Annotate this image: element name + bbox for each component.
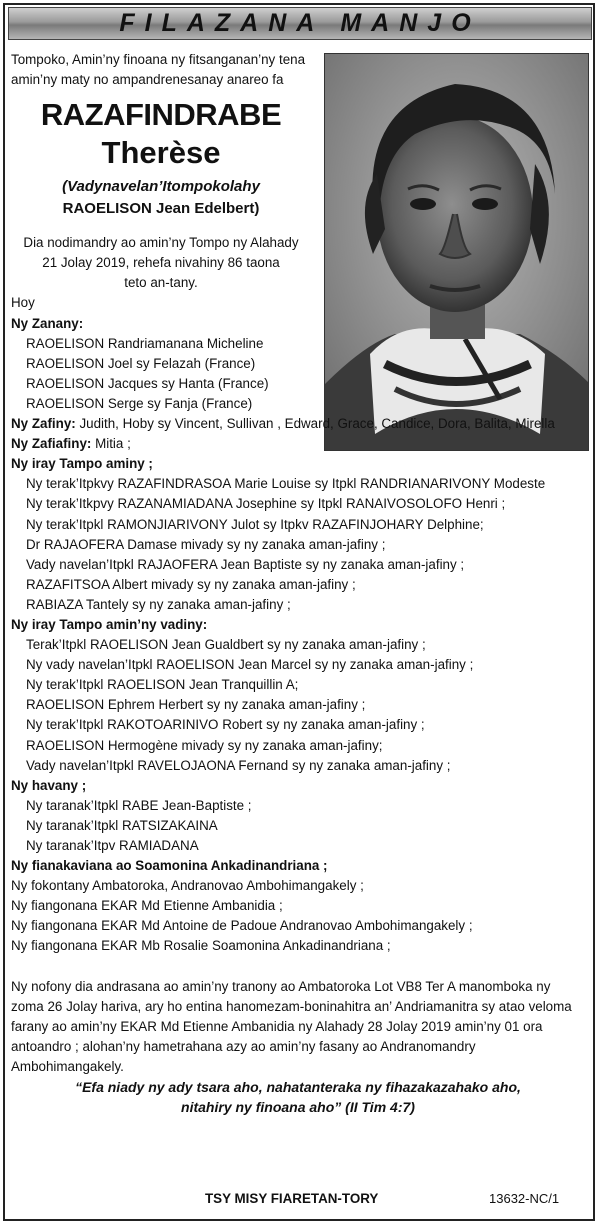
list-item: Dr RAJAOFERA Damase mivady sy ny zanaka aman-jafiny ; <box>26 536 386 552</box>
list-item: Ny taranak’Itpkl RATSIZAKAINA <box>26 817 218 833</box>
death-line: Dia nodimandry ao amin’ny Tompo ny Alahady <box>23 235 299 251</box>
list-item: Vady navelan’Itpkl RAVELOJAONA Fernand sy ny zanaka aman-jafiny ; <box>26 757 451 773</box>
children-heading: Ny Zanany: <box>11 315 84 331</box>
verse-line: nitahiry ny finoana aho” (II Tim 4:7) <box>181 1099 415 1116</box>
great-grandchildren-heading: Ny Zafiafiny: <box>11 436 92 452</box>
intro-text <box>11 50 316 90</box>
list-item: RABIAZA Tantely sy ny zanaka aman-jafiny ; <box>26 596 291 612</box>
list-item: Ny taranak’Itpv RAMIADANA <box>26 838 199 853</box>
list-item: Ny fiangonana EKAR Mb Rosalie Soamonina Ankadinandriana ; <box>11 938 391 954</box>
relatives-heading: Ny havany ; <box>11 777 87 793</box>
funeral-text: Ny nofony dia andrasana ao amin’ny tranony ao Ambatoroka Lot VB8 Ter A manomboka ny zoma 26 Jolay hariva, ary ho entina hanomezam-boninahitra an’ Andriamanitra sy atao veloma farany ao amin’ny EKAR Md Etienne Ambanidia ny Alahady 28 Jolay 2019 amin’ny 01 ora antoandro ; alohan’ny hametrahana azy ao amin’ny fasany ao Andranomandry Ambohimangakely. <box>11 978 572 1074</box>
list-item: Ny terak’Itpkl RAOELISON Jean Tranquillin A; <box>26 677 299 693</box>
community-heading: Ny fianakaviana ao Soamonina Ankadinandriana ; <box>11 858 328 874</box>
banner-title: FILAZANA MANJO <box>119 9 481 37</box>
list-item: RAOELISON Serge sy Fanja (France) <box>26 395 253 411</box>
grandchildren-names: Judith, Hoby sy Vincent, Sullivan , Edward, Grace, Candice, Dora, Balita, Mirella <box>75 416 555 432</box>
grandchildren-line <box>11 414 591 434</box>
list-item: RAOELISON Jacques sy Hanta (France) <box>26 375 269 391</box>
list-item: Ny vady navelan’Itpkl RAOELISON Jean Marcel sy ny zanaka aman-jafiny ; <box>26 657 474 673</box>
list-item: RAOELISON Randriamanana Micheline <box>26 335 264 351</box>
deceased-given-name: Therèse <box>101 135 221 171</box>
list-item: Ny taranak’Itpkl RABE Jean-Baptiste ; <box>26 797 252 813</box>
list-item: RAZAFITSOA Albert mivady sy ny zanaka aman-jafiny ; <box>26 576 356 592</box>
list-item: RAOELISON Hermogène mivady sy ny zanaka aman-jafiny; <box>26 737 383 753</box>
list-item: Terak’Itpkl RAOELISON Jean Gualdbert sy ny zanaka aman-jafiny ; <box>26 637 426 653</box>
list-item: Ny terak’Itpkl RAMONJIARIVONY Julot sy Itpkv RAZAFINJOHARY Delphine; <box>26 516 484 532</box>
list-item: Ny terak’Itpkvy RAZAFINDRASOA Marie Louise sy Itpkl RANDRIANARIVONY Modeste <box>26 476 546 492</box>
grandchildren-heading: Ny Zafiny: <box>11 416 76 432</box>
list-item: Ny fiangonana EKAR Md Antoine de Padoue Andranovao Ambohimangakely ; <box>11 918 473 934</box>
hoy-label: Hoy <box>11 295 35 311</box>
verse-line: “Efa niady ny ady tsara aho, nahatanteraka ny fihazakazahako aho, <box>75 1079 521 1096</box>
death-line: 21 Jolay 2019, rehefa nivahiny 86 taona <box>42 255 280 271</box>
funeral-paragraph <box>11 977 591 1077</box>
no-wake-note: TSY MISY FIARETAN-TORY <box>205 1191 379 1206</box>
notice-footer <box>0 1191 600 1211</box>
notice-body <box>11 50 591 1117</box>
list-item: RAOELISON Ephrem Herbert sy ny zanaka aman-jafiny ; <box>26 697 366 713</box>
list-item: Ny terak’Itkpvy RAZANAMIADANA Josephine sy Itpkl RANAIVOSOLOFO Henri ; <box>26 496 506 512</box>
list-item: Ny fiangonana EKAR Md Etienne Ambanidia ; <box>11 898 283 914</box>
siblings-heading: Ny iray Tampo aminy ; <box>11 456 153 472</box>
spouse-line-1: (Vadynavelan’Itompokolahy <box>62 178 260 196</box>
intro-line: amin’ny maty no ampandrenesanay anareo fa <box>11 72 284 88</box>
great-grandchildren-line <box>11 434 591 454</box>
death-notice <box>11 233 311 293</box>
great-grandchildren-names: Mitia ; <box>91 436 131 452</box>
list-item: Ny fokontany Ambatoroka, Andranovao Ambohimangakely ; <box>11 878 364 894</box>
reference-number: 13632-NC/1 <box>489 1191 560 1206</box>
bible-verse <box>11 1077 585 1117</box>
list-item: RAOELISON Joel sy Felazah (France) <box>26 355 256 371</box>
list-item: Ny terak’Itpkl RAKOTOARINIVO Robert sy ny zanaka aman-jafiny ; <box>26 717 425 733</box>
intro-line: Tompoko, Amin’ny finoana ny fitsanganan’ny tena <box>11 52 306 67</box>
spouse-siblings-heading: Ny iray Tampo amin’ny vadiny: <box>11 616 208 632</box>
spouse-line-2: RAOELISON Jean Edelbert) <box>62 200 260 218</box>
death-line: teto an-tany. <box>124 275 198 291</box>
list-item: Vady navelan’Itpkl RAJAOFERA Jean Baptiste sy ny zanaka aman-jafiny ; <box>26 556 465 572</box>
notice-banner <box>8 7 592 40</box>
deceased-surname: RAZAFINDRABE <box>40 97 282 133</box>
